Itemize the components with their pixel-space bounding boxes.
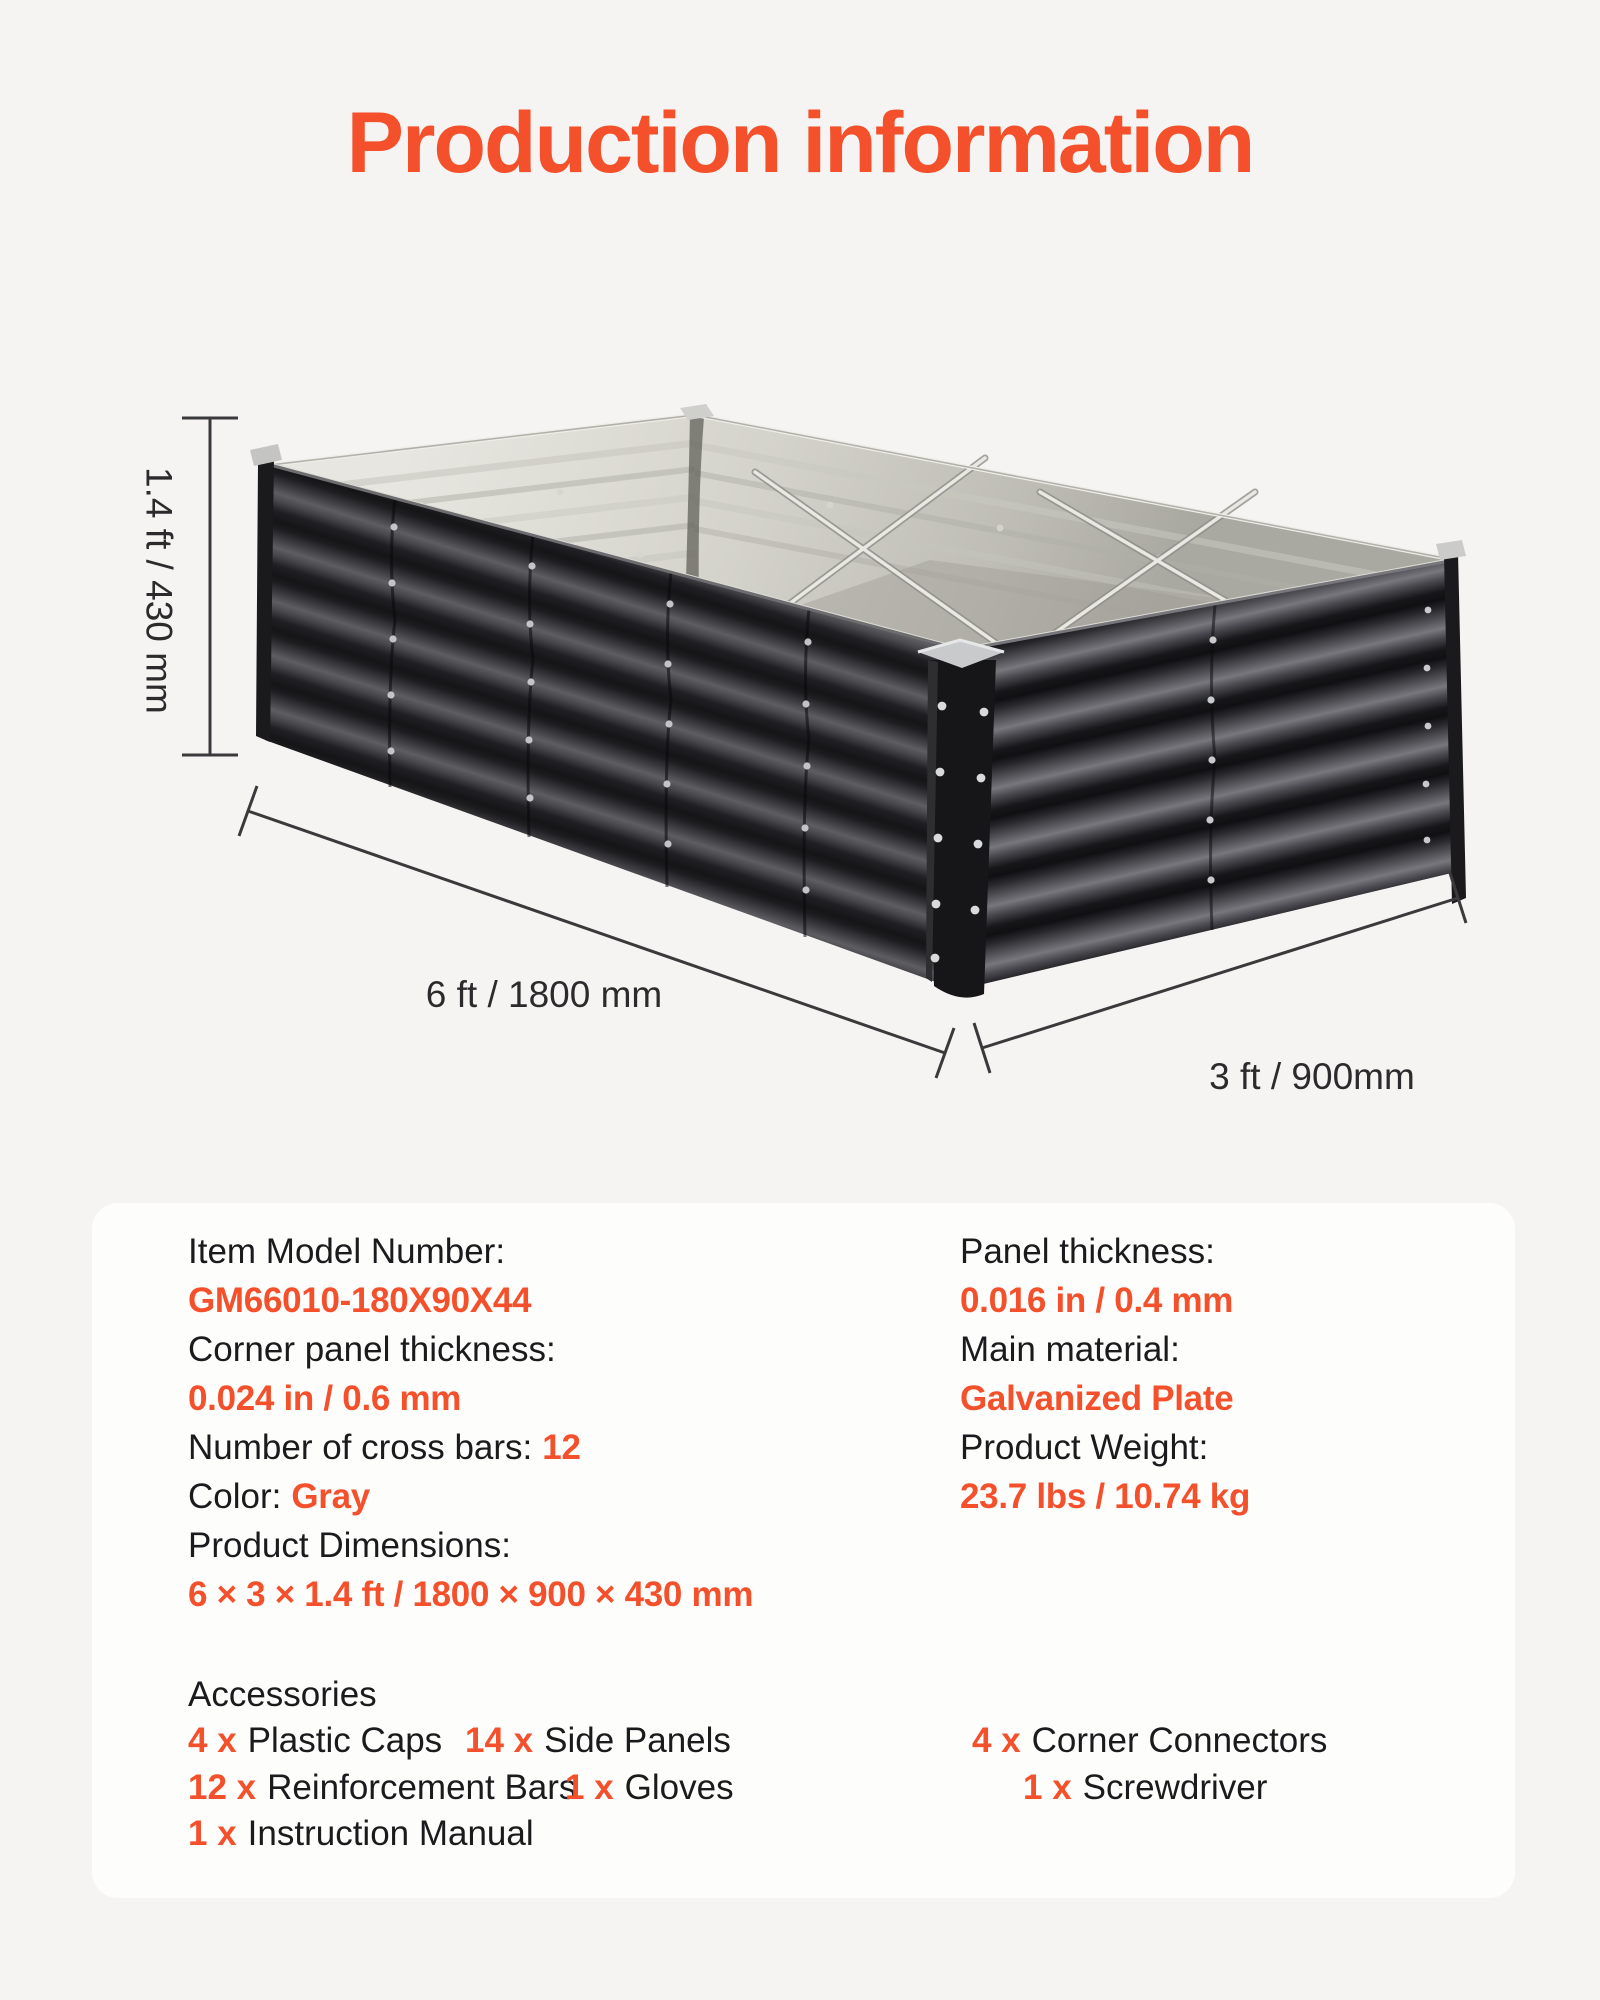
accessory-qty: 14 x xyxy=(465,1721,534,1760)
accessory-name: Instruction Manual xyxy=(247,1814,534,1853)
height-dimension-label: 1.4 ft / 430 mm xyxy=(138,466,180,714)
accessory-qty: 4 x xyxy=(972,1721,1021,1760)
accessory-qty: 1 x xyxy=(565,1768,614,1807)
accessory-qty: 1 x xyxy=(188,1814,237,1853)
accessory-name: Side Panels xyxy=(544,1721,731,1760)
accessory-name: Gloves xyxy=(624,1768,734,1807)
accessories-row xyxy=(92,1810,1515,1857)
spec-row xyxy=(188,1472,753,1521)
accessory-item xyxy=(188,1764,576,1811)
spec-value: 23.7 lbs / 10.74 kg xyxy=(960,1477,1251,1516)
spec-value: 0.016 in / 0.4 mm xyxy=(960,1281,1234,1320)
accessories-title: Accessories xyxy=(188,1675,377,1714)
accessory-name: Plastic Caps xyxy=(247,1721,443,1760)
spec-value: 0.024 in / 0.6 mm xyxy=(188,1379,462,1418)
accessory-name: Corner Connectors xyxy=(1031,1721,1328,1760)
accessory-name: Screwdriver xyxy=(1082,1768,1268,1807)
accessory-item xyxy=(188,1717,442,1764)
accessory-item xyxy=(465,1717,731,1764)
accessory-name: Reinforcement Bars xyxy=(267,1768,577,1807)
spec-label: Item Model Number: xyxy=(188,1232,506,1271)
length-dimension-label: 6 ft / 1800 mm xyxy=(425,974,663,1015)
spec-label: Main material: xyxy=(960,1330,1180,1369)
spec-label: Panel thickness: xyxy=(960,1232,1215,1271)
accessory-item xyxy=(972,1717,1327,1764)
spec-value: Galvanized Plate xyxy=(960,1379,1234,1418)
accessory-qty: 4 x xyxy=(188,1721,237,1760)
accessories-row xyxy=(92,1764,1515,1811)
accessory-item xyxy=(188,1810,534,1857)
spec-value: Gray xyxy=(291,1477,370,1516)
accessory-item xyxy=(565,1764,734,1811)
spec-value: GM66010-180X90X44 xyxy=(188,1281,532,1320)
spec-column-left xyxy=(188,1227,753,1619)
accessory-item xyxy=(1023,1764,1267,1811)
spec-label: Product Weight: xyxy=(960,1428,1209,1467)
spec-value: 12 xyxy=(542,1428,581,1467)
spec-label: Corner panel thickness: xyxy=(188,1330,556,1369)
spec-label: Number of cross bars: xyxy=(188,1428,533,1467)
height-dimension-line xyxy=(182,418,238,755)
width-dimension-label: 3 ft / 900mm xyxy=(1209,1056,1415,1097)
spec-card xyxy=(92,1203,1515,1898)
accessory-qty: 12 x xyxy=(188,1768,257,1807)
accessories-row xyxy=(92,1717,1515,1764)
page-title: Production information xyxy=(346,95,1254,191)
spec-label: Color: xyxy=(188,1477,282,1516)
accessory-qty: 1 x xyxy=(1023,1768,1072,1807)
spec-label: Product Dimensions: xyxy=(188,1526,511,1565)
spec-value: 6 × 3 × 1.4 ft / 1800 × 900 × 430 mm xyxy=(188,1575,754,1614)
spec-row xyxy=(188,1423,753,1472)
spec-column-right xyxy=(960,1227,1250,1521)
